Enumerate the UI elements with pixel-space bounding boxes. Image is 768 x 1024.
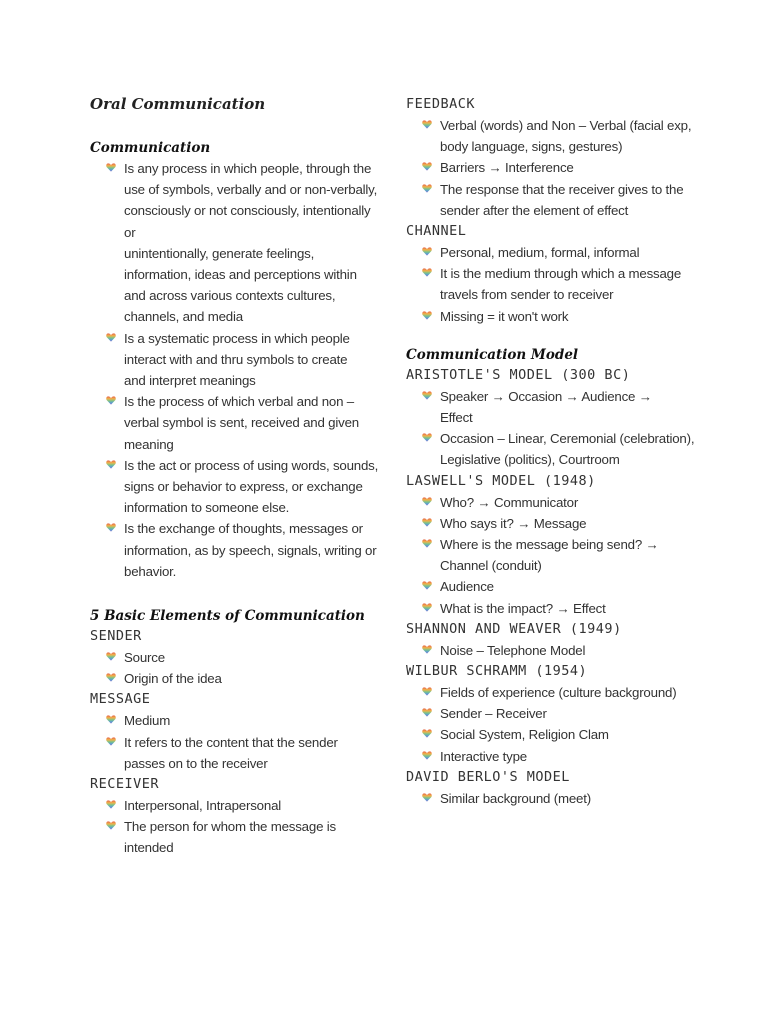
list-item-line: passes on to the receiver [124, 755, 268, 771]
list-item-line: Fields of experience (culture background) [440, 685, 677, 701]
list-item-line: Occasion – Linear, Ceremonial (celebration), [440, 431, 695, 447]
element-label-channel: CHANNEL [406, 223, 467, 240]
list-item-line: Who says it? → Message [440, 515, 587, 531]
rainbow-heart-bullet-icon [422, 645, 432, 654]
rainbow-heart-bullet-icon [422, 687, 432, 696]
list-item [90, 647, 380, 668]
list-item-line: Noise – Telephone Model [440, 642, 586, 658]
bullet-list [90, 647, 380, 689]
list-item [406, 703, 706, 724]
rainbow-heart-bullet-icon [422, 184, 432, 193]
list-item-line: meaning [124, 436, 174, 452]
list-item-line: Interactive type [440, 748, 527, 764]
bullet-list [90, 795, 380, 859]
rainbow-heart-bullet-icon [106, 460, 116, 469]
list-item-line: Who? → Communicator [440, 494, 579, 510]
list-item [90, 710, 380, 731]
list-item-line: Origin of the idea [124, 671, 222, 687]
list-item [406, 640, 706, 661]
list-item-line: Verbal (words) and Non – Verbal (facial exp, [440, 118, 692, 133]
list-item [406, 115, 706, 157]
model-label: DAVID BERLO'S MODEL [406, 768, 570, 785]
rainbow-heart-bullet-icon [106, 652, 116, 661]
rainbow-heart-bullet-icon [106, 163, 116, 172]
list-item [406, 157, 706, 178]
rainbow-heart-bullet-icon [106, 737, 116, 746]
section-heading-communication-model: Communication Model [406, 346, 579, 363]
list-item-line: Social System, Religion Clam [440, 727, 609, 743]
list-item [406, 598, 706, 619]
model-label: SHANNON AND WEAVER (1949) [406, 620, 622, 637]
list-item [406, 534, 706, 576]
list-item [90, 518, 380, 582]
rainbow-heart-bullet-icon [106, 821, 116, 830]
list-item [90, 455, 380, 519]
section-heading-basic-elements: 5 Basic Elements of Communication [90, 608, 365, 625]
rainbow-heart-bullet-icon [422, 751, 432, 760]
list-item [90, 158, 380, 328]
list-item-line: Is the process of which verbal and non – [124, 394, 355, 410]
list-item-line: Source [124, 650, 165, 666]
section-heading-communication: Communication [90, 140, 211, 156]
model-label: WILBUR SCHRAMM (1954) [406, 663, 588, 680]
rainbow-heart-bullet-icon [422, 433, 432, 442]
list-item-line: and interpret meanings [124, 373, 256, 389]
list-item-line: information, as by speech, signals, writing or [124, 542, 377, 558]
bullet-list [90, 158, 380, 582]
list-item [90, 816, 380, 858]
list-item-line: Medium [124, 713, 171, 729]
list-item-line: Barriers → Interference [440, 160, 574, 176]
list-item [90, 732, 380, 774]
list-item [406, 724, 706, 745]
rainbow-heart-bullet-icon [422, 497, 432, 506]
bullet-list [406, 115, 706, 221]
list-item [406, 179, 706, 221]
element-label-receiver: RECEIVER [90, 776, 160, 793]
list-item-line: The person for whom the message is [124, 819, 336, 835]
model-label: LASWELL'S MODEL (1948) [406, 472, 596, 489]
list-item-line: Where is the message being send? → [440, 537, 659, 553]
list-item-line: verbal symbol is sent, received and given [124, 415, 359, 431]
list-item-line: intended [124, 840, 174, 856]
list-item-line: behavior. [124, 563, 177, 579]
list-item-line: interact with and thru symbols to create [124, 351, 348, 367]
list-item-line: Is the act or process of using words, sounds, [124, 457, 379, 473]
rainbow-heart-bullet-icon [422, 391, 432, 400]
rainbow-heart-bullet-icon [422, 793, 432, 802]
rainbow-heart-bullet-icon [422, 120, 432, 129]
list-item-line: signs or behavior to express, or exchange [124, 479, 363, 495]
list-item-line: information to someone else. [124, 500, 290, 516]
list-item-line: Channel (conduit) [440, 558, 542, 574]
rainbow-heart-bullet-icon [422, 247, 432, 256]
rainbow-heart-bullet-icon [422, 268, 432, 277]
list-item-line: information, ideas and perceptions within [124, 267, 357, 283]
list-item-line: Interpersonal, Intrapersonal [124, 798, 282, 814]
bullet-list [406, 788, 706, 809]
list-item [406, 263, 706, 305]
right-column [406, 94, 706, 809]
element-label-message: MESSAGE [90, 691, 151, 708]
list-item [406, 428, 706, 470]
list-item-line: Speaker → Occasion → Audience → [440, 388, 652, 404]
rainbow-heart-bullet-icon [422, 162, 432, 171]
list-item-line: The response that the receiver gives to the [440, 181, 684, 197]
rainbow-heart-bullet-icon [106, 523, 116, 532]
list-item [406, 682, 706, 703]
bullet-list [406, 640, 706, 661]
list-item [90, 391, 380, 455]
list-item-line: What is the impact? → Effect [440, 600, 606, 616]
list-item [406, 576, 706, 597]
list-item [90, 328, 380, 392]
list-item-line: channels, and media [124, 309, 243, 325]
list-item-line: Personal, medium, formal, informal [440, 245, 640, 261]
list-item-line: It is the medium through which a message [440, 266, 682, 282]
list-item-line: body language, signs, gestures) [440, 139, 623, 155]
bullet-list [406, 492, 706, 619]
bullet-list [406, 242, 706, 327]
document-title: Oral Communication [90, 95, 266, 113]
list-item-line: use of symbols, verbally and or non-verbally, [124, 182, 378, 198]
rainbow-heart-bullet-icon [106, 673, 116, 682]
rainbow-heart-bullet-icon [422, 581, 432, 590]
element-label-sender: SENDER [90, 628, 142, 645]
element-label-feedback: FEEDBACK [406, 96, 476, 112]
rainbow-heart-bullet-icon [422, 708, 432, 717]
list-item [406, 513, 706, 534]
list-item-line: and across various contexts cultures, [124, 288, 336, 304]
rainbow-heart-bullet-icon [106, 333, 116, 342]
list-item-line: It refers to the content that the sender [124, 734, 338, 750]
rainbow-heart-bullet-icon [106, 715, 116, 724]
list-item [406, 788, 706, 809]
bullet-list [406, 386, 706, 471]
list-item-line: sender after the element of effect [440, 202, 629, 218]
list-item [406, 242, 706, 263]
rainbow-heart-bullet-icon [106, 800, 116, 809]
list-item [406, 386, 706, 428]
list-item [90, 668, 380, 689]
list-item-line: Is any process in which people, through the [124, 161, 372, 176]
list-item [406, 746, 706, 767]
list-item-line: travels from sender to receiver [440, 287, 614, 303]
model-label: ARISTOTLE'S MODEL (300 BC) [406, 366, 631, 383]
list-item [90, 795, 380, 816]
rainbow-heart-bullet-icon [106, 396, 116, 405]
list-item-line: Is the exchange of thoughts, messages or [124, 521, 363, 537]
list-item-line: unintentionally, generate feelings, [124, 245, 315, 261]
rainbow-heart-bullet-icon [422, 311, 432, 320]
left-column [90, 138, 380, 859]
list-item-line: Effect [440, 410, 473, 426]
rainbow-heart-bullet-icon [422, 518, 432, 527]
list-item-line: consciously or not consciously, intentionally or [124, 203, 371, 240]
list-item-line: Audience [440, 579, 494, 595]
list-item [406, 306, 706, 327]
rainbow-heart-bullet-icon [422, 729, 432, 738]
bullet-list [406, 682, 706, 767]
rainbow-heart-bullet-icon [422, 539, 432, 548]
list-item-line: Legislative (politics), Courtroom [440, 452, 620, 468]
list-item [406, 492, 706, 513]
rainbow-heart-bullet-icon [422, 603, 432, 612]
list-item-line: Is a systematic process in which people [124, 330, 350, 346]
bullet-list [90, 710, 380, 774]
list-item-line: Missing = it won't work [440, 308, 569, 324]
list-item-line: Sender – Receiver [440, 706, 547, 722]
list-item-line: Similar background (meet) [440, 790, 591, 806]
